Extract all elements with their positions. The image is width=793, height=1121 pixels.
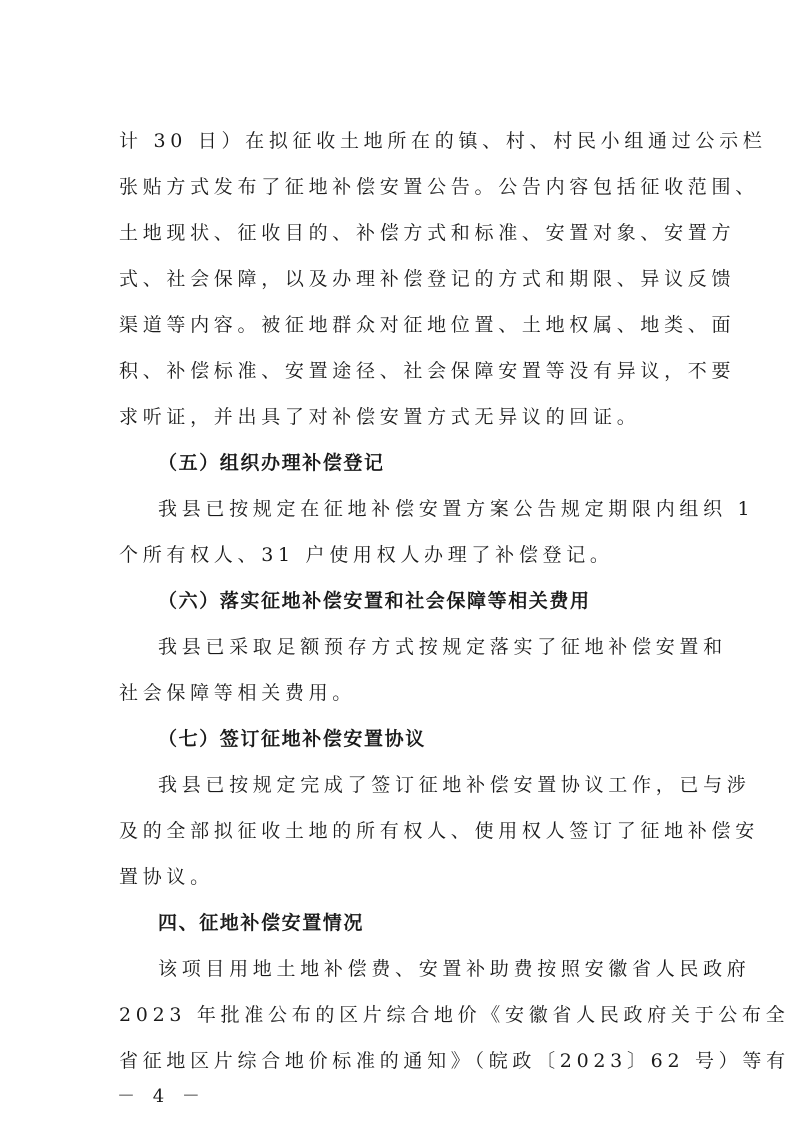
body-line: 2023 年批准公布的区片综合地价《安徽省人民政府关于公布全 [119,1004,790,1026]
body-line: 积、补偿标准、安置途径、社会保障安置等没有异议，不要 [119,360,736,382]
body-line: 土地现状、征收目的、补偿方式和标准、安置对象、安置方 [119,222,736,244]
body-line: 计 30 日）在拟征收土地所在的镇、村、村民小组通过公示栏 [119,130,767,152]
body-line: 个所有权人、31 户使用权人办理了补偿登记。 [119,544,614,566]
body-line: 求听证，并出具了对补偿安置方式无异议的回证。 [119,406,641,428]
body-line: 省征地区片综合地价标准的通知》（皖政〔2023〕62 号）等有 [119,1050,790,1072]
section-heading-6: （六）落实征地补偿安置和社会保障等相关费用 [158,590,591,612]
body-line: 及的全部拟征收土地的所有权人、使用权人签订了征地补偿安 [119,820,759,842]
section-heading-4: 四、征地补偿安置情况 [158,912,365,934]
body-line: 社会保障等相关费用。 [119,682,357,704]
body-line: 张贴方式发布了征地补偿安置公告。公告内容包括征收范围、 [119,176,759,198]
body-line: 式、社会保障，以及办理补偿登记的方式和期限、异议反馈 [119,268,736,290]
body-line: 置协议。 [119,866,214,888]
body-line: 我县已按规定完成了签订征地补偿安置协议工作，已与涉 [158,774,751,796]
body-line: 我县已按规定在征地补偿安置方案公告规定期限内组织 1 [158,498,755,520]
section-heading-7: （七）签订征地补偿安置协议 [158,728,426,750]
body-line: 该项目用地土地补偿费、安置补助费按照安徽省人民政府 [158,958,751,980]
body-line: 我县已采取足额预存方式按规定落实了征地补偿安置和 [158,636,727,658]
section-heading-5: （五）组织办理补偿登记 [158,452,385,474]
body-line: 渠道等内容。被征地群众对征地位置、土地权属、地类、面 [119,314,736,336]
page-number: － 4 － [117,1086,206,1107]
